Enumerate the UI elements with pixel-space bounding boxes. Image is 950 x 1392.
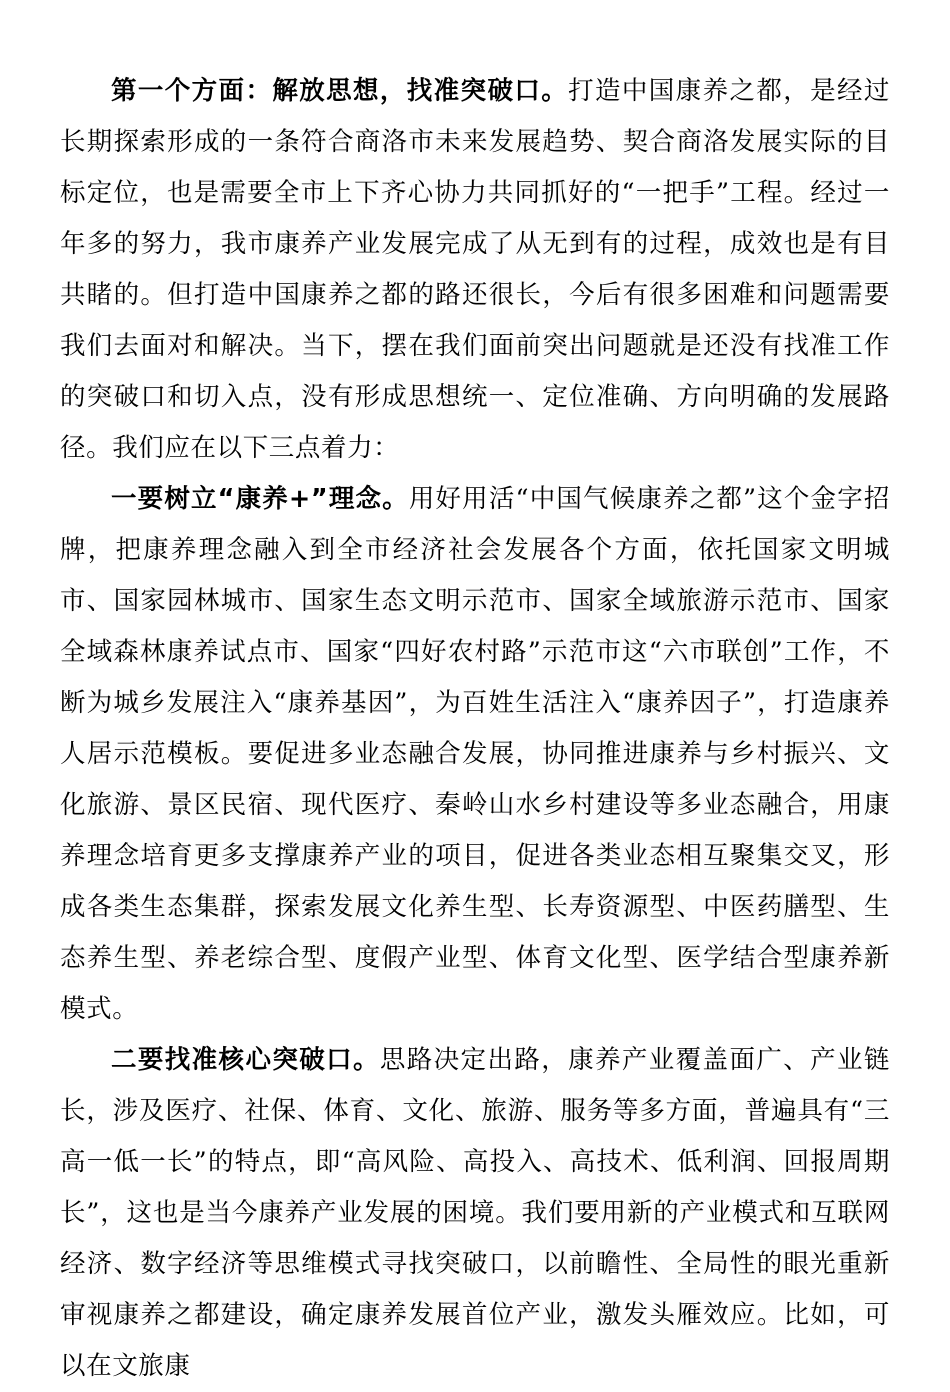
paragraph-3	[60, 1035, 890, 1392]
paragraph-3-heading: 二要找准核心突破口。	[111, 1045, 380, 1075]
paragraph-1-heading: 第一个方面：解放思想，找准突破口。	[111, 76, 569, 106]
paragraph-2	[60, 474, 890, 1035]
document-page	[60, 66, 890, 1392]
paragraph-3-body: 思路决定出路，康养产业覆盖面广、产业链长，涉及医疗、社保、体育、文化、旅游、服务等多方面，普遍具有“三高一低一长”的特点，即“高风险、高投入、高技术、低利润、回报周期长”，这也是当今康养产业发展的困境。我们要用新的产业模式和互联网经济、数字经济等思维模式寻找突破口，以前瞻性、全局性的眼光重新审视康养之都建设，确定康养发展首位产业，激发头雁效应。比如，可以在文旅康	[60, 1045, 890, 1381]
paragraph-1	[60, 66, 890, 474]
paragraph-1-body: 打造中国康养之都，是经过长期探索形成的一条符合商洛市未来发展趋势、契合商洛发展实际的目标定位，也是需要全市上下齐心协力共同抓好的“一把手”工程。经过一年多的努力，我市康养产业发展完成了从无到有的过程，成效也是有目共睹的。但打造中国康养之都的路还很长，今后有很多困难和问题需要我们去面对和解决。当下，摆在我们面前突出问题就是还没有找准工作的突破口和切入点，没有形成思想统一、定位准确、方向明确的发展路径。我们应在以下三点着力：	[60, 76, 891, 463]
paragraph-2-heading: 一要树立“康养+”理念。	[111, 484, 409, 514]
paragraph-2-body: 用好用活“中国气候康养之都”这个金字招牌，把康养理念融入到全市经济社会发展各个方面，依托国家文明城市、国家园林城市、国家生态文明示范市、国家全域旅游示范市、国家全域森林康养试点市、国家“四好农村路”示范市这“六市联创”工作，不断为城乡发展注入“康养基因”，为百姓生活注入“康养因子”，打造康养人居示范模板。要促进多业态融合发展，协同推进康养与乡村振兴、文化旅游、景区民宿、现代医疗、秦岭山水乡村建设等多业态融合，用康养理念培育更多支撑康养产业的项目，促进各类业态相互聚集交叉，形成各类生态集群，探索发展文化养生型、长寿资源型、中医药膳型、生态养生型、养老综合型、度假产业型、体育文化型、医学结合型康养新模式。	[60, 484, 890, 1024]
